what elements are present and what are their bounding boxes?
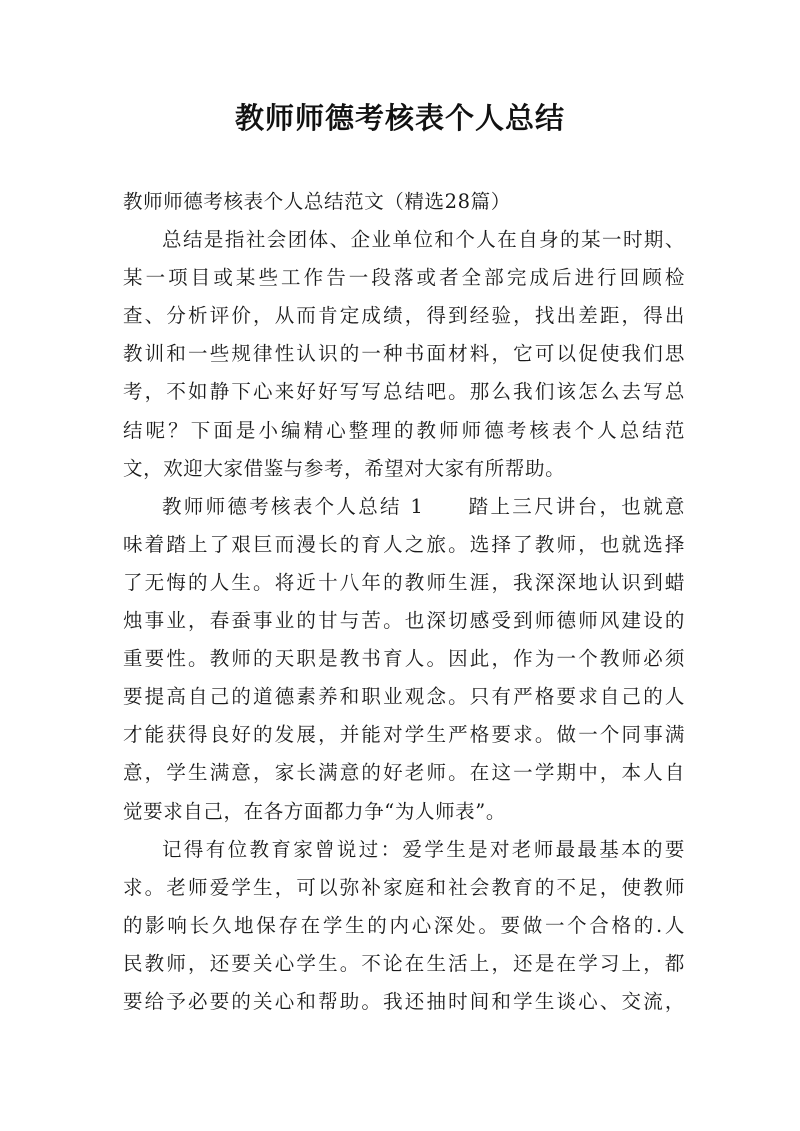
document-body [123, 183, 685, 1021]
paragraph-line: 文，欢迎大家借鉴与参考，希望对大家有所帮助。 [123, 456, 566, 480]
paragraph-line: 民教师，还要关心学生。不论在生活上，还是在学习上，都 [123, 951, 685, 975]
paragraph-line: 要提高自己的道德素养和职业观念。只有严格要求自己的人 [123, 685, 685, 709]
document-title: 教师师德考核表个人总结 [234, 101, 565, 135]
paragraph-line: 教训和一些规律性认识的一种书面材料，它可以促使我们思 [123, 342, 685, 366]
paragraph-line: 考，不如静下心来好好写写总结吧。那么我们该怎么去写总 [123, 380, 685, 404]
paragraph-line: 教师师德考核表个人总结 1 踏上三尺讲台，也就意 [162, 494, 685, 518]
paragraph-line: 意，学生满意，家长满意的好老师。在这一学期中，本人自 [123, 761, 685, 785]
paragraph-line: 了无悔的人生。将近十八年的教师生涯，我深深地认识到蜡 [123, 570, 685, 594]
paragraph-line: 重要性。教师的天职是教书育人。因此，作为一个教师必须 [123, 647, 685, 671]
subtitle-line: 教师师德考核表个人总结范文（精选28篇） [123, 190, 511, 213]
paragraph-line: 记得有位教育家曾说过：爱学生是对老师最最基本的要 [162, 837, 685, 861]
paragraph-line: 查、分析评价，从而肯定成绩，得到经验，找出差距，得出 [123, 304, 685, 328]
paragraph-line: 某一项目或某些工作告一段落或者全部完成后进行回顾检 [123, 266, 685, 290]
paragraph-line: 结呢？下面是小编精心整理的教师师德考核表个人总结范 [123, 418, 685, 442]
paragraph-line: 觉要求自己，在各方面都力争“为人师表”。 [123, 799, 506, 823]
paragraph-line: 求。老师爱学生，可以弥补家庭和社会教育的不足，使教师 [123, 875, 685, 899]
paragraph-line: 才能获得良好的发展，并能对学生严格要求。做一个同事满 [123, 723, 685, 747]
paragraph-line: 要给予必要的关心和帮助。我还抽时间和学生谈心、交流， [123, 989, 685, 1013]
paragraph-line: 味着踏上了艰巨而漫长的育人之旅。选择了教师，也就选择 [123, 532, 685, 556]
paragraph-line: 的影响长久地保存在学生的内心深处。要做一个合格的.人 [123, 913, 685, 937]
paragraph-line: 总结是指社会团体、企业单位和个人在自身的某一时期、 [162, 228, 685, 252]
paragraph-line: 烛事业，春蚕事业的甘与苦。也深切感受到师德师风建设的 [123, 609, 685, 633]
